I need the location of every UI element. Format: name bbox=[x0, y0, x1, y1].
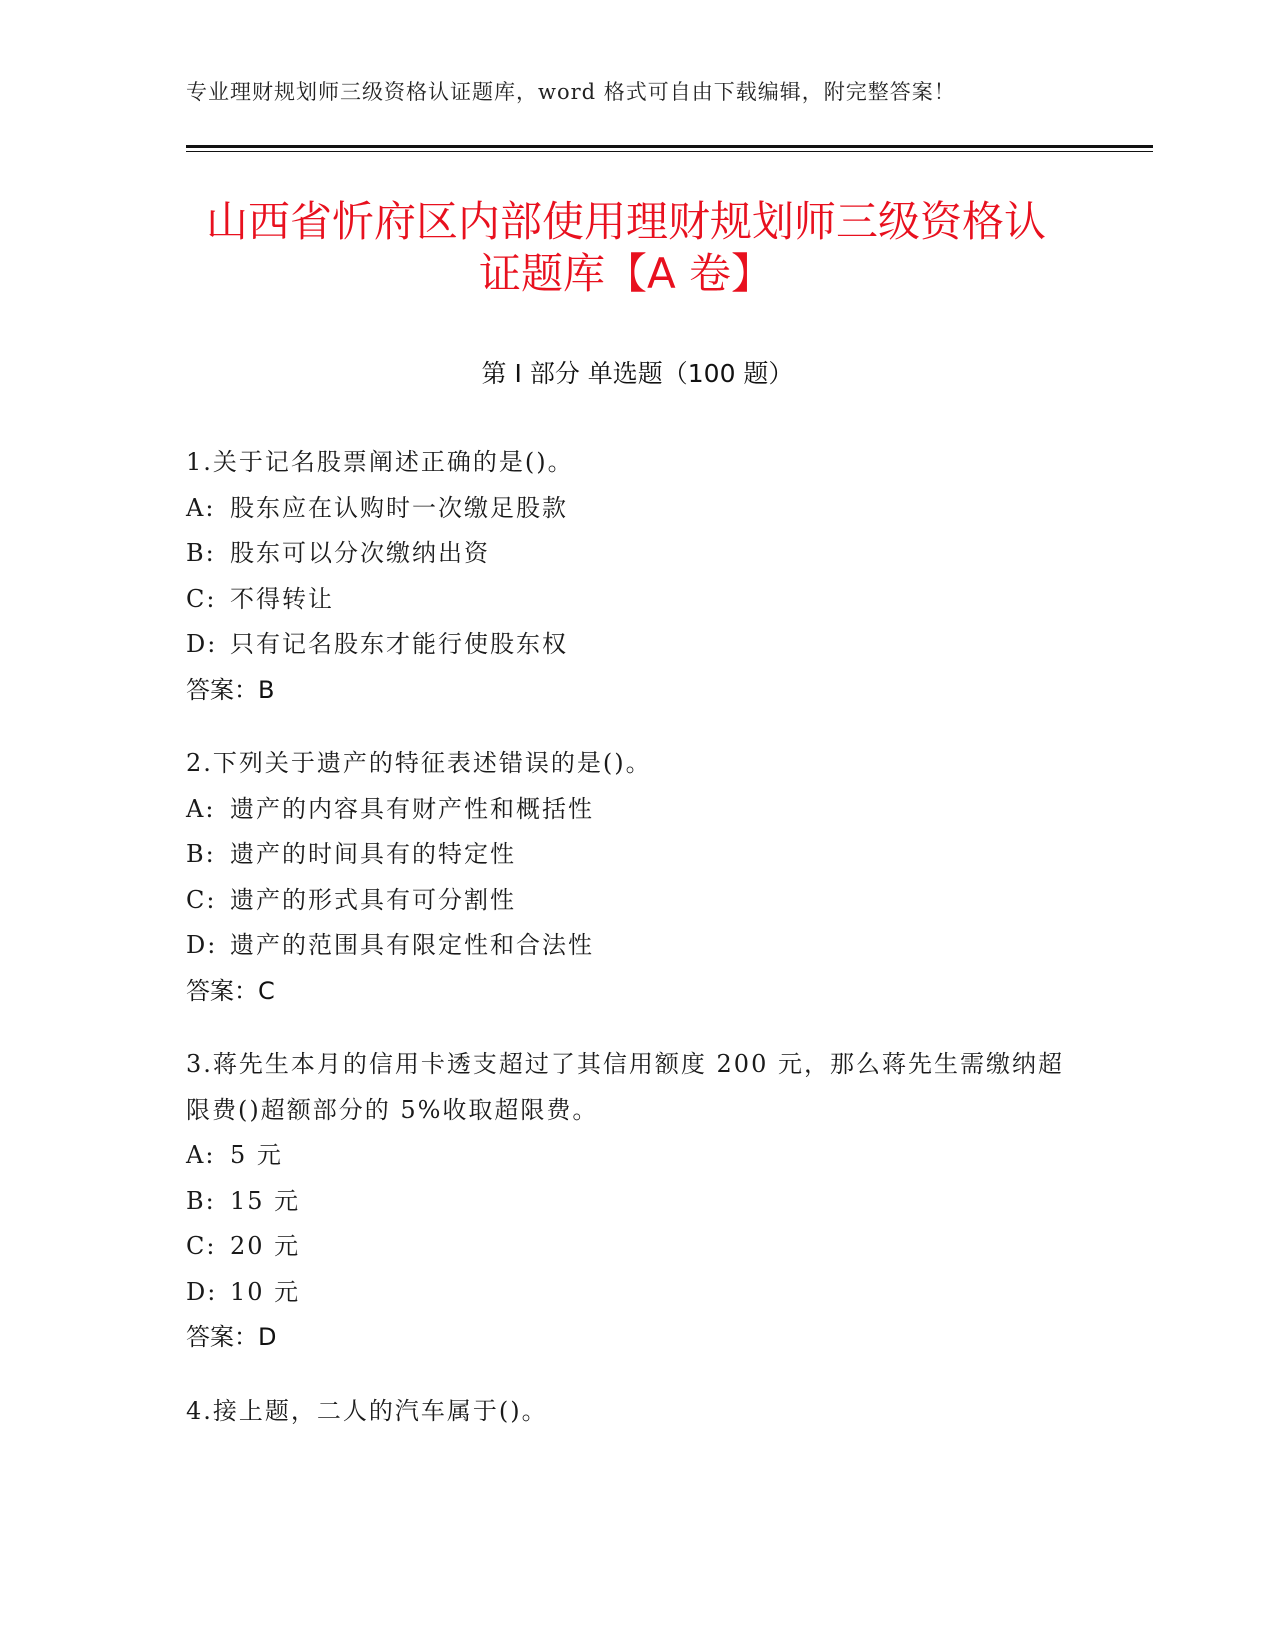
header-rule-thick bbox=[186, 145, 1153, 148]
option-letter: D: bbox=[186, 1277, 218, 1306]
option-letter: D: bbox=[186, 931, 218, 959]
question-list bbox=[186, 440, 1086, 1462]
question-stem: 1.关于记名股票阐述正确的是()。 bbox=[186, 448, 574, 476]
header-note: 专业理财规划师三级资格认证题库，word 格式可自由下载编辑，附完整答案！ bbox=[186, 80, 956, 104]
option-text: 遗产的内容具有财产性和概括性 bbox=[230, 794, 594, 823]
section-title: 第 I 部分 单选题（100 题） bbox=[481, 359, 794, 388]
option-d bbox=[186, 1270, 1086, 1316]
option-a bbox=[186, 787, 1086, 833]
document-title: 山西省忻府区内部使用理财规划师三级资格认证题库【A 卷】 bbox=[205, 197, 1046, 298]
question-stem: 4.接上题，二人的汽车属于()。 bbox=[186, 1396, 548, 1425]
question-2 bbox=[186, 741, 1086, 1014]
option-text: 5 元 bbox=[230, 1141, 283, 1169]
question-1 bbox=[186, 440, 1086, 713]
option-a bbox=[186, 1133, 1086, 1179]
answer-line: 答案：C bbox=[186, 976, 275, 1005]
option-text: 股东可以分次缴纳出资 bbox=[230, 539, 490, 567]
option-b bbox=[186, 531, 1086, 577]
option-c bbox=[186, 878, 1086, 924]
answer-line: 答案：B bbox=[186, 675, 275, 704]
option-letter: C: bbox=[186, 885, 217, 914]
option-b bbox=[186, 832, 1086, 878]
option-letter: A: bbox=[186, 794, 216, 823]
option-text: 遗产的时间具有的特定性 bbox=[230, 840, 516, 868]
option-text: 遗产的形式具有可分割性 bbox=[230, 885, 516, 914]
option-c bbox=[186, 1224, 1086, 1270]
option-letter: C: bbox=[186, 584, 217, 613]
option-text: 股东应在认购时一次缴足股款 bbox=[230, 493, 568, 522]
option-d bbox=[186, 622, 1086, 668]
header-rule-thin bbox=[186, 151, 1153, 152]
option-letter: B: bbox=[186, 840, 216, 868]
option-letter: C: bbox=[186, 1232, 217, 1260]
option-letter: D: bbox=[186, 630, 218, 658]
option-letter: A: bbox=[186, 1141, 216, 1169]
option-c bbox=[186, 577, 1086, 623]
option-text: 遗产的范围具有限定性和合法性 bbox=[230, 931, 594, 959]
option-a bbox=[186, 486, 1086, 532]
question-3 bbox=[186, 1042, 1086, 1361]
option-text: 20 元 bbox=[230, 1232, 301, 1260]
option-text: 15 元 bbox=[230, 1186, 301, 1215]
option-text: 10 元 bbox=[230, 1277, 301, 1306]
question-stem: 3.蒋先生本月的信用卡透支超过了其信用额度 200 元，那么蒋先生需缴纳超限费()超额部分的 5%收取超限费。 bbox=[186, 1050, 1064, 1124]
option-letter: B: bbox=[186, 1186, 216, 1215]
option-b bbox=[186, 1179, 1086, 1225]
option-letter: B: bbox=[186, 539, 216, 567]
question-stem: 2.下列关于遗产的特征表述错误的是()。 bbox=[186, 749, 652, 777]
option-d bbox=[186, 923, 1086, 969]
option-text: 不得转让 bbox=[230, 584, 334, 613]
question-4 bbox=[186, 1389, 1086, 1435]
option-text: 只有记名股东才能行使股东权 bbox=[230, 630, 568, 658]
answer-line: 答案：D bbox=[186, 1323, 277, 1351]
option-letter: A: bbox=[186, 493, 216, 522]
